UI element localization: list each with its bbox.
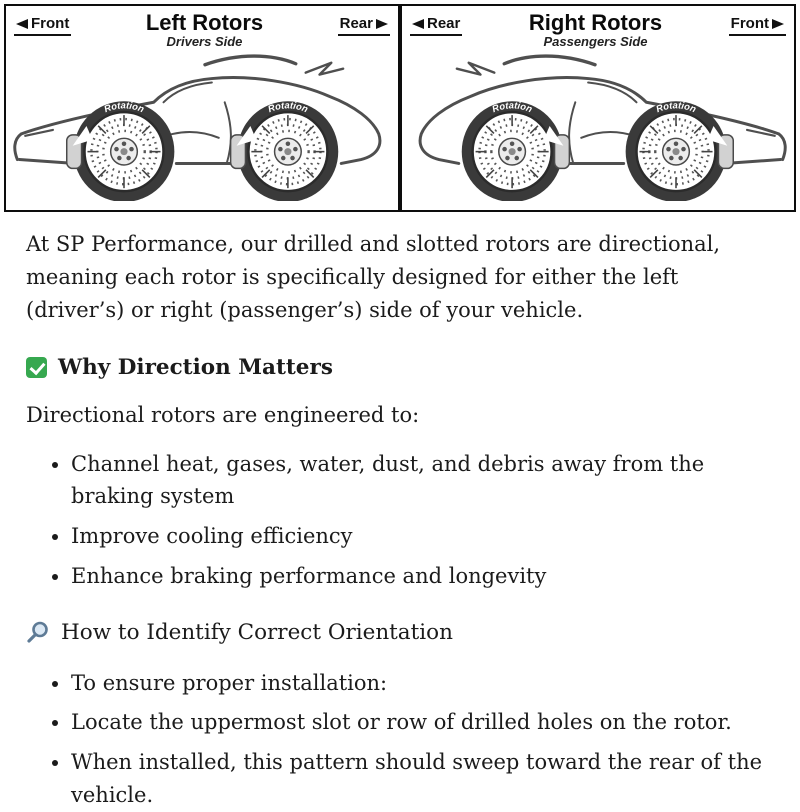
svg-text:Rotation: Rotation bbox=[266, 100, 310, 115]
left-rotors-panel bbox=[4, 4, 400, 212]
why-bullet-list bbox=[26, 448, 774, 593]
list-item: • Improve cooling efficiency bbox=[71, 520, 774, 553]
left-car-illustration bbox=[6, 45, 398, 201]
left-panel-title-block bbox=[146, 11, 263, 49]
engineered-to-lead: Directional rotors are engineered to: bbox=[26, 402, 420, 427]
rotor-direction-diagram bbox=[4, 4, 796, 212]
list-item: • Enhance braking performance and longevity bbox=[71, 560, 774, 593]
list-item: • To ensure proper installation: bbox=[71, 667, 774, 700]
svg-text:Rotation: Rotation bbox=[490, 100, 534, 115]
direction-text: Front bbox=[31, 15, 70, 32]
direction-text: Rear bbox=[427, 15, 461, 32]
svg-text:Rotation: Rotation bbox=[102, 100, 146, 115]
identify-bullet-list bbox=[26, 667, 774, 812]
front-direction-label bbox=[14, 14, 71, 36]
right-panel-title-block bbox=[529, 11, 662, 49]
direction-text: Front bbox=[730, 15, 769, 32]
right-rotors-panel bbox=[400, 4, 796, 212]
rear-direction-label bbox=[410, 14, 462, 36]
intro-paragraph: At SP Performance, our drilled and slotted rotors are directional, meaning each rotor is specifically designed for either the left (driver’s) or right (passenger’s) side of your vehicle. bbox=[26, 232, 721, 323]
article-body bbox=[0, 228, 800, 812]
panel-subtitle: Drivers Side bbox=[166, 34, 243, 50]
magnifier-icon bbox=[26, 620, 50, 644]
rear-direction-label bbox=[338, 14, 390, 36]
direction-text: Rear bbox=[339, 15, 373, 32]
panel-subtitle: Passengers Side bbox=[543, 34, 648, 50]
rear-wheel bbox=[231, 101, 339, 201]
left-panel-header bbox=[6, 6, 398, 49]
list-item: • When installed, this pattern should sweep toward the rear of the vehicle. bbox=[71, 746, 774, 812]
check-mark-icon bbox=[26, 357, 47, 378]
panel-title: Right Rotors bbox=[528, 10, 663, 35]
front-direction-label bbox=[729, 14, 786, 36]
right-panel-header bbox=[402, 6, 794, 49]
arrow-right-icon bbox=[772, 19, 784, 29]
right-car-illustration bbox=[402, 45, 794, 201]
arrow-right-icon bbox=[376, 19, 388, 29]
why-direction-matters-heading bbox=[26, 355, 774, 380]
svg-text:Rotation: Rotation bbox=[654, 100, 698, 115]
arrow-left-icon bbox=[412, 19, 424, 29]
car-body-mirrored bbox=[420, 56, 785, 201]
list-item: • Channel heat, gases, water, dust, and debris away from the braking system bbox=[71, 448, 774, 514]
arrow-left-icon bbox=[16, 19, 28, 29]
heading-text: Why Direction Matters bbox=[58, 354, 333, 380]
identify-orientation-heading bbox=[26, 620, 774, 645]
panel-title: Left Rotors bbox=[145, 10, 264, 35]
list-item: • Locate the uppermost slot or row of drilled holes on the rotor. bbox=[71, 706, 774, 739]
heading-text: How to Identify Correct Orientation bbox=[61, 619, 453, 645]
